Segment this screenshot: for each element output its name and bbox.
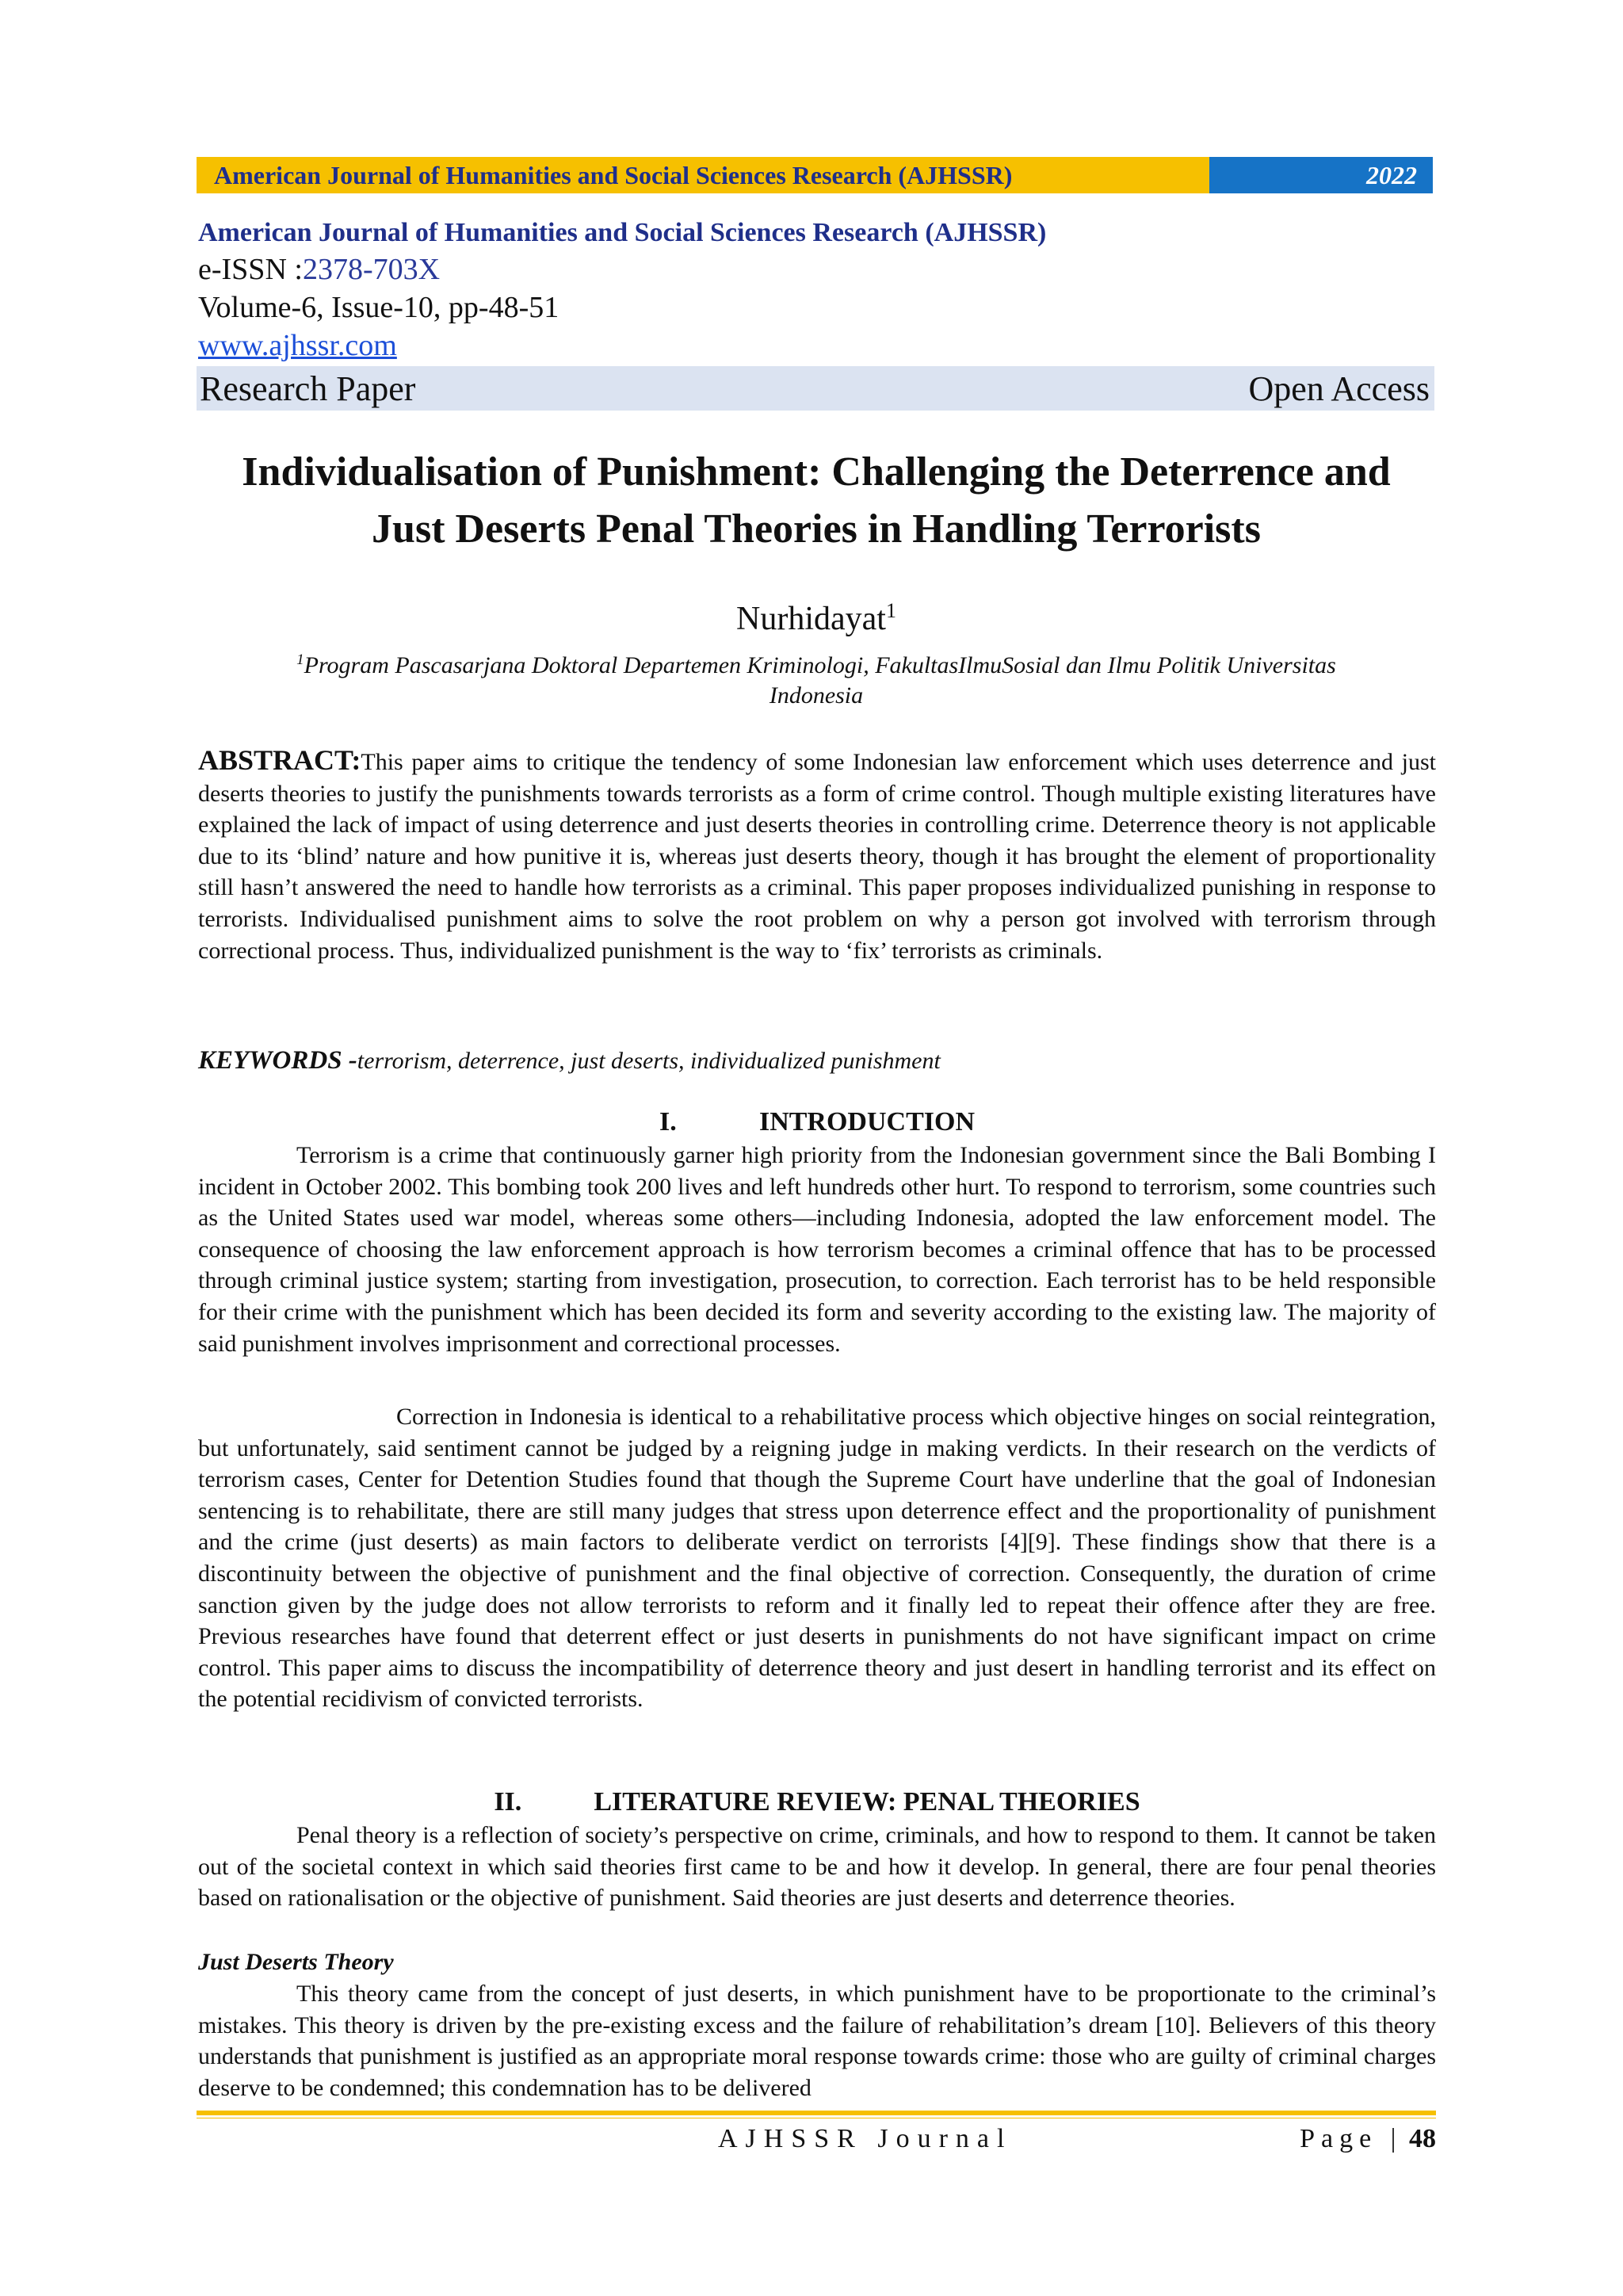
section-heading-literature-review <box>198 1785 1436 1820</box>
section-heading-introduction <box>198 1105 1436 1140</box>
volume-line: Volume-6, Issue-10, pp-48-51 <box>198 291 559 324</box>
journal-website-link[interactable]: www.ajhssr.com <box>198 329 397 362</box>
abstract-text: This paper aims to critique the tendency of some Indonesian law enforcement which uses deterrence and just deserts theories to justify the punishments towards terrorists as a form of crime control. Though multiple existing literatures have explained the lack of impact of using deterrence and just deserts theories in controlling crime. Deterrence theory is not applicable due to its ‘blind’ nature and how punitive it is, whereas just deserts theory, though it has brought the element of proportionality still hasn’t answered the need to handle how terrorists as a criminal. This paper proposes individualized punishing in response to terrorists. Individualised punishment aims to solve the root problem on why a person got involved with terrorism through correctional process. Thus, individualized punishment is the way to ‘fix’ terrorists as criminals. <box>198 749 1436 964</box>
access-type-label: Open Access <box>1248 369 1430 408</box>
title-line-2: Just Deserts Penal Theories in Handling Terrorists <box>372 506 1261 552</box>
author-line <box>198 591 1434 639</box>
paper-type-label: Research Paper <box>200 369 416 408</box>
literature-paragraph-1: Penal theory is a reflection of society’s perspective on crime, criminals, and how to respond to them. It cannot be taken out of the societal context in which said theories first came to be and how it develop. In general, there are four penal theories based on rationalisation or the objective of punishment. Said theories are just deserts and deterrence theories. <box>198 1822 1436 1912</box>
page-number: 48 <box>1409 2124 1436 2153</box>
section-title: INTRODUCTION <box>758 1107 976 1137</box>
subheading-just-deserts: Just Deserts Theory <box>198 1949 394 1975</box>
issn-value: 2378-703X <box>302 253 441 286</box>
journal-info <box>198 216 1434 365</box>
footer-rule <box>197 2111 1436 2115</box>
journal-name: American Journal of Humanities and Social Sciences Research (AJHSSR) <box>198 218 1047 247</box>
author-name: Nurhidayat <box>736 601 886 637</box>
keywords-text: terrorism, deterrence, just deserts, individualized punishment <box>357 1048 941 1074</box>
affiliation-sup: 1 <box>296 651 304 668</box>
footer-journal-name: AJHSSR Journal <box>718 2124 1013 2153</box>
paper-title <box>182 444 1450 558</box>
footer-page-number <box>1300 2124 1436 2154</box>
intro-paragraph-2: Correction in Indonesia is identical to a rehabilitative process which objective hinges on social reintegration, but unfortunately, said sentiment cannot be judged by a reigning judge in making verdicts. In their research on the verdicts of terrorism cases, Center for Detention Studies found that though the Supreme Court have underline that the goal of Indonesian sentencing is to rehabilitate, there are still many judges that stress upon deterrence effect and the proportionality of punishment and the crime (just deserts) as main factors to deliberate verdict on terrorists [4][9]. These findings show that there is a discontinuity between the objective of punishment and the final objective of correction. Consequently, the duration of crime sanction given by the judge does not allow terrorists to reform and it finally led to repeat their offence after they are free. Previous researches have found that deterrent effect or just deserts in punishments do not have significant impact on crime control. This paper aims to discuss the incompatibility of deterrence theory and just desert in handling terrorist and its effect on the potential recidivism of convicted terrorists. <box>198 1404 1436 1713</box>
header-journal-title: American Journal of Humanities and Social Sciences Research (AJHSSR) <box>197 157 1209 193</box>
section-title: LITERATURE REVIEW: PENAL THEORIES <box>594 1787 1140 1817</box>
keywords <box>198 1045 1436 1077</box>
section-number: II. <box>494 1787 522 1817</box>
title-line-1: Individualisation of Punishment: Challenging the Deterrence and <box>242 449 1391 495</box>
journal-header-band <box>197 157 1433 193</box>
issn-line <box>198 250 1434 288</box>
affiliation-line-1: Program Pascasarjana Doktoral Departemen Kriminologi, FakultasIlmuSosial dan Ilmu Politik Universitas <box>304 652 1336 678</box>
affiliation-line-2: Indonesia <box>769 682 864 709</box>
header-year: 2022 <box>1209 157 1433 193</box>
page-label: Page | <box>1300 2124 1403 2153</box>
abstract-label: ABSTRACT: <box>198 744 361 776</box>
keywords-label: KEYWORDS - <box>198 1046 357 1075</box>
affiliation <box>198 645 1434 711</box>
literature-paragraph-2: This theory came from the concept of just deserts, in which punishment have to be proportionate to the criminal’s mistakes. This theory is driven by the pre-existing excess and the failure of rehabilitation’s dream [10]. Believers of this theory understands that punishment is justified as an appropriate moral response towards crime: those who are guilty of criminal charges deserve to be condemned; this condemnation has to be delivered <box>198 1981 1436 2101</box>
intro-paragraph-1: Terrorism is a crime that continuously garner high priority from the Indonesian government since the Bali Bombing I incident in October 2002. This bombing took 200 lives and left hundreds other hurt. To respond to terrorism, some countries such as the United States used war model, whereas some others—including Indonesia, adopted the law enforcement model. The consequence of choosing the law enforcement approach is how terrorism becomes a criminal offence that has to be processed through criminal justice system; starting from investigation, prosecution, to correction. Each terrorist has to be held responsible for their crime with the punishment which has been decided its form and severity according to the existing law. The majority of said punishment involves imprisonment and correctional processes. <box>198 1142 1436 1357</box>
paper-type-bar <box>197 366 1434 411</box>
section-number: I. <box>659 1107 677 1137</box>
issn-label: e-ISSN : <box>198 253 303 286</box>
author-sup: 1 <box>885 599 896 622</box>
abstract <box>198 745 1436 966</box>
